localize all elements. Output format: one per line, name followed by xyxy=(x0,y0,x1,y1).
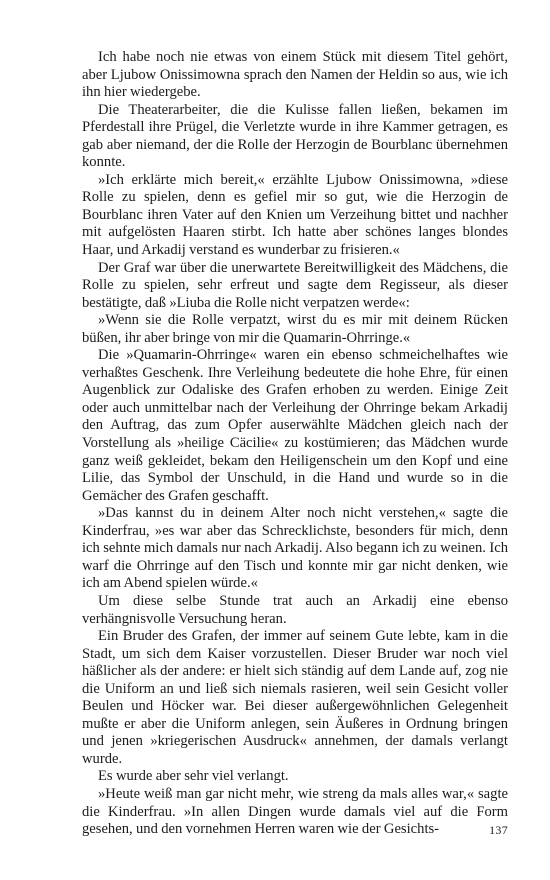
paragraph-4: Der Graf war über die unerwartete Bereitwilligkeit des Mädchens, die Rolle zu spielen, sehr erfreut und sagte dem Regisseur, als dieser bestätigte, daß »Liuba die Rolle nicht verpatzen werde«: xyxy=(82,259,508,311)
paragraph-9: Ein Bruder des Grafen, der immer auf seinem Gute lebte, kam in die Stadt, um sich dem Kaiser vorzustellen. Dieser Bruder war noch viel häßlicher als der andere: er hielt sich ständig auf dem Lande auf, zog nie die Uniform an und ließ sich niemals rasieren, weil sein Gesicht voller Beulen und Höcker war. Bei dieser außergewöhnlichen Gelegenheit mußte er aber die Uniform anlegen, sein Äußeres in Ordnung bringen und jenen »kriegerischen Ausdruck« annehmen, der damals verlangt wurde. xyxy=(82,628,508,767)
paragraph-11: »Heute weiß man gar nicht mehr, wie streng da mals alles war,« sagte die Kinderfrau. »In allen Dingen wurde damals viel auf die Form gesehen, und den vornehmen Herren waren wie der Gesichts- xyxy=(82,785,508,838)
paragraph-1: Ich habe noch nie etwas von einem Stück mit diesem Titel gehört, aber Ljubow Onissimowna sprach den Namen der Heldin so aus, wie ich ihn hier wiedergebe. xyxy=(82,49,508,101)
paragraph-5: »Wenn sie die Rolle verpatzt, wirst du es mir mit deinem Rücken büßen, ihr aber bringe von mir die Quamarin-Ohrringe.« xyxy=(82,312,508,346)
paragraph-2: Die Theaterarbeiter, die die Kulisse fallen ließen, bekamen im Pferdestall ihre Prügel, die Verletzte wurde in ihre Kammer getragen, es gab aber niemand, der die Rolle der Herzogin de Bourblanc übernehmen konnte. xyxy=(82,101,508,171)
paragraph-10: Es wurde aber sehr viel verlangt. xyxy=(98,768,289,785)
paragraph-6: Die »Quamarin-Ohrringe« waren ein ebenso schmeichelhaftes wie verhaßtes Geschenk. Ihre Verleihung bedeutete die hohe Ehre, für einen Augenblick zur Odaliske des Grafen erhoben zu werden. Einige Zeit oder auch unmittelbar nach der Verleihung der Ohrringe bekam Arkadij den Auftrag, das zum Opfer auserwählte Mädchen gleich nach der Vorstellung als »heilige Cäcilie« zu kostümieren; das Mädchen wurde ganz weiß gekleidet, bekam den Heiligenschein um den Kopf und eine Lilie, das Symbol der Unschuld, in die Hand und wurde so in die Gemächer des Grafen geschafft. xyxy=(82,347,508,504)
paragraph-8: Um diese selbe Stunde trat auch an Arkadij eine ebenso verhängnisvolle Versuchung heran. xyxy=(82,592,508,627)
paragraph-3: »Ich erklärte mich bereit,« erzählte Ljubow Onissimowna, »diese Rolle zu spielen, denn es gefiel mir so gut, wie die Herzogin de Bourblanc ihren Vater auf den Knien um Verzeihung bittet und nachher mit aufgelösten Haaren stirbt. Ich hatte aber schönes langes blondes Haar, und Arkadij verstand es wunderbar zu frisieren.« xyxy=(82,171,508,259)
book-page-body xyxy=(82,49,508,839)
page-number: 137 xyxy=(489,823,508,837)
paragraph-7: »Das kannst du in deinem Alter noch nicht verstehen,« sagte die Kinderfrau, »es war aber das Schrecklichste, besonders für mich, denn ich sehnte mich damals nur nach Arkadij. Also begann ich zu weinen. Ich warf die Ohrringe auf den Tisch und konnte mir gar nicht denken, wie ich am Abend spielen würde.« xyxy=(82,505,508,592)
